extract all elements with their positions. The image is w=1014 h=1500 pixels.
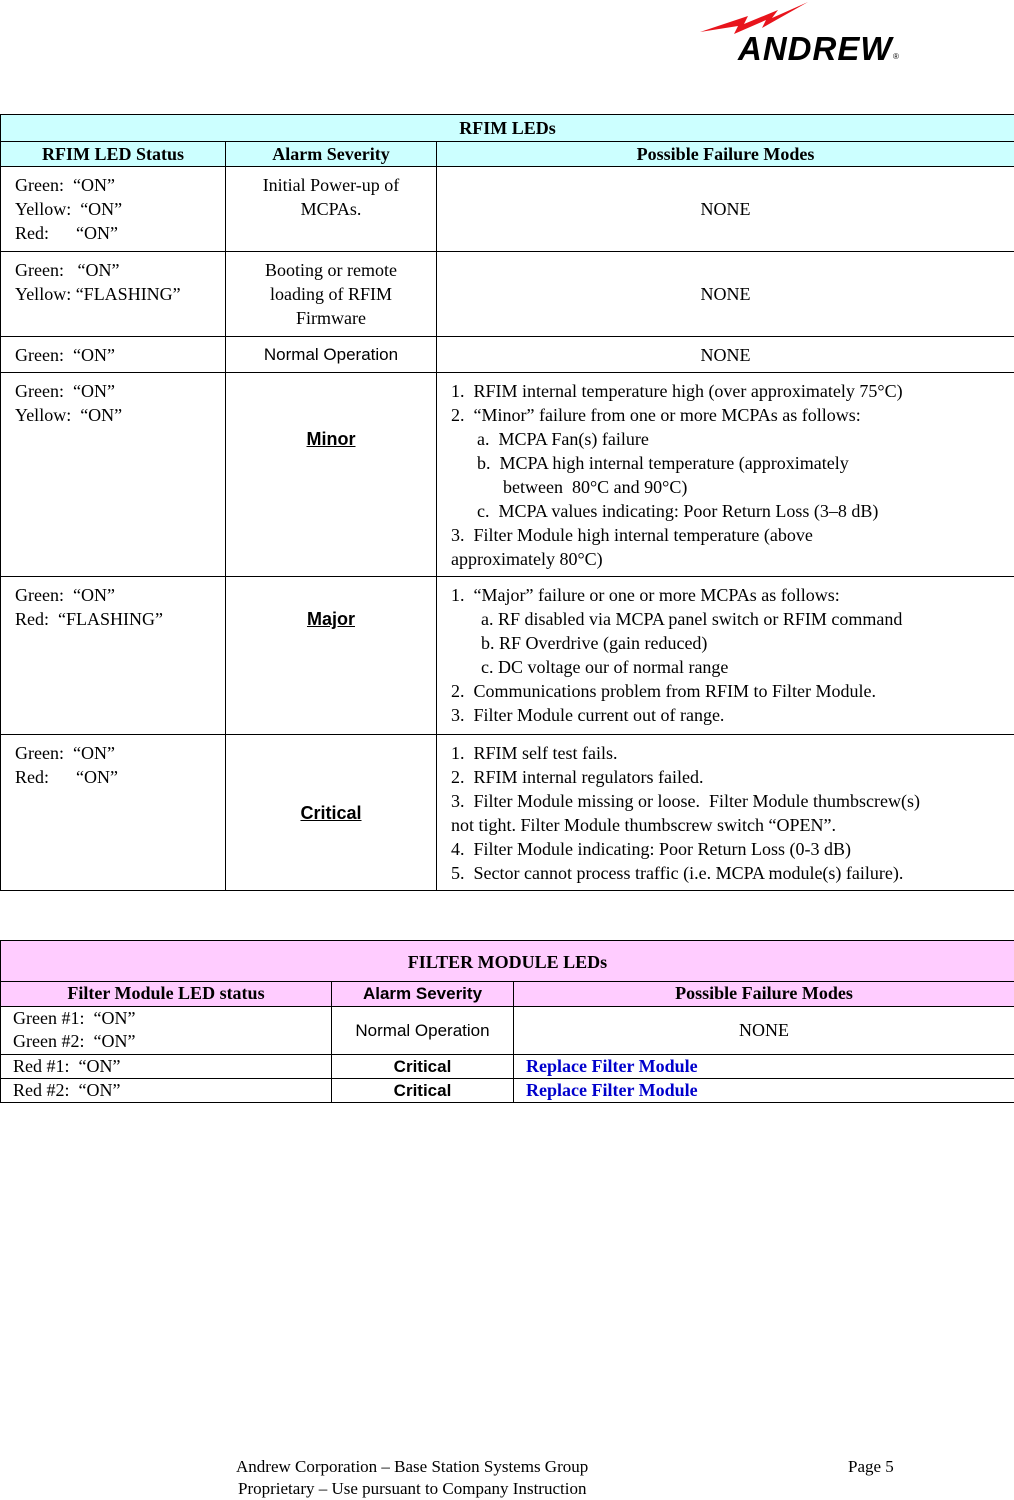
failure-mode-line: 1. RFIM self test fails. (451, 741, 1008, 765)
failure-mode-line: a. MCPA Fan(s) failure (451, 427, 1000, 451)
table-row (1, 373, 1014, 577)
page-number: Page 5 (848, 1456, 894, 1478)
severity-critical: Critical (226, 735, 437, 891)
failure-modes-cell: NONE (437, 167, 1014, 252)
rfim-table-title: RFIM LEDs (1, 115, 1014, 142)
led-status-line: Red: “ON” (15, 765, 211, 789)
led-status-line: Green: “ON” (15, 343, 211, 367)
alarm-severity-cell: Critical (332, 1055, 514, 1079)
led-status-line: Yellow: “ON” (15, 197, 211, 221)
failure-modes-cell: NONE (437, 252, 1014, 337)
severity-line: loading of RFIM (230, 282, 432, 306)
rfim-leds-table (0, 114, 1014, 891)
led-status-cell (1, 577, 226, 735)
filter-header-modes: Possible Failure Modes (514, 982, 1014, 1007)
failure-mode-line: b. RF Overdrive (gain reduced) (451, 631, 1000, 655)
filter-table-header-row (1, 982, 1014, 1007)
led-status-line: Green #2: “ON” (13, 1030, 317, 1053)
led-status-line: Green: “ON” (15, 379, 211, 403)
filter-module-leds-table (0, 940, 1014, 1103)
led-status-cell (1, 337, 226, 373)
rfim-table-title-row (1, 115, 1014, 142)
filter-table-title: FILTER MODULE LEDs (1, 941, 1014, 982)
led-status-cell (1, 1079, 332, 1103)
led-status-line: Red #1: “ON” (13, 1055, 317, 1078)
replace-filter-module-link[interactable]: Replace Filter Module (514, 1079, 1014, 1103)
led-status-line: Green: “ON” (15, 741, 211, 765)
failure-mode-line: c. DC voltage our of normal range (451, 655, 1000, 679)
led-status-cell (1, 252, 226, 337)
rfim-header-severity: Alarm Severity (226, 142, 437, 167)
footer-company: Andrew Corporation – Base Station Systems Group (236, 1456, 588, 1478)
led-status-line: Green #1: “ON” (13, 1007, 317, 1030)
severity-minor: Minor (226, 373, 437, 577)
table-row (1, 577, 1014, 735)
failure-mode-line: 1. RFIM internal temperature high (over approximately 75°C) (451, 379, 1000, 403)
led-status-line: Yellow: “FLASHING” (15, 282, 211, 306)
failure-mode-line: a. RF disabled via MCPA panel switch or RFIM command (451, 607, 1000, 631)
led-status-cell (1, 735, 226, 891)
table-row (1, 167, 1014, 252)
table-row (1, 337, 1014, 373)
logo-wordmark: ANDREW (738, 32, 892, 65)
led-status-line: Yellow: “ON” (15, 403, 211, 427)
failure-mode-line: 1. “Major” failure or one or more MCPAs as follows: (451, 583, 1000, 607)
filter-header-severity: Alarm Severity (332, 982, 514, 1007)
failure-mode-line: approximately 80°C) (451, 547, 1000, 571)
footer-proprietary: Proprietary – Use pursuant to Company Instruction (238, 1478, 586, 1500)
led-status-line: Red #2: “ON” (13, 1079, 317, 1102)
alarm-severity-cell (226, 167, 437, 252)
rfim-header-status: RFIM LED Status (1, 142, 226, 167)
alarm-severity-cell (226, 252, 437, 337)
rfim-table-header-row (1, 142, 1014, 167)
failure-mode-line: b. MCPA high internal temperature (approximately (451, 451, 1000, 475)
table-row (1, 1007, 1014, 1055)
failure-mode-line: not tight. Filter Module thumbscrew switch “OPEN”. (451, 813, 1008, 837)
failure-mode-line: c. MCPA values indicating: Poor Return Loss (3–8 dB) (451, 499, 1000, 523)
failure-mode-line: 3. Filter Module high internal temperature (above (451, 523, 1000, 547)
severity-line: MCPAs. (240, 197, 422, 221)
led-status-line: Red: “ON” (15, 221, 211, 245)
alarm-severity-cell: Critical (332, 1079, 514, 1103)
alarm-severity-cell: Normal Operation (332, 1007, 514, 1055)
andrew-logo (700, 2, 905, 66)
failure-modes-cell: NONE (514, 1007, 1014, 1055)
led-status-line: Green: “ON” (15, 173, 211, 197)
logo-trademark: ® (893, 52, 899, 61)
failure-modes-cell (437, 577, 1014, 735)
failure-mode-line: 2. Communications problem from RFIM to Filter Module. (451, 679, 1000, 703)
led-status-cell (1, 167, 226, 252)
led-status-cell (1, 1007, 332, 1055)
led-status-cell (1, 373, 226, 577)
failure-mode-line: 2. RFIM internal regulators failed. (451, 765, 1008, 789)
failure-modes-cell (437, 735, 1014, 891)
table-row (1, 735, 1014, 891)
failure-mode-line: 3. Filter Module current out of range. (451, 703, 1000, 727)
led-status-line: Green: “ON” (15, 258, 211, 282)
rfim-header-modes: Possible Failure Modes (437, 142, 1014, 167)
led-status-line: Green: “ON” (15, 583, 211, 607)
alarm-severity-cell: Normal Operation (226, 337, 437, 373)
failure-mode-line: 2. “Minor” failure from one or more MCPAs as follows: (451, 403, 1000, 427)
table-row (1, 1055, 1014, 1079)
failure-mode-line: 5. Sector cannot process traffic (i.e. MCPA module(s) failure). (451, 861, 1008, 885)
replace-filter-module-link[interactable]: Replace Filter Module (514, 1055, 1014, 1079)
failure-mode-line: 3. Filter Module missing or loose. Filter Module thumbscrew(s) (451, 789, 1008, 813)
severity-line: Initial Power-up of (240, 173, 422, 197)
led-status-line: Red: “FLASHING” (15, 607, 211, 631)
led-status-cell (1, 1055, 332, 1079)
severity-line: Booting or remote (230, 258, 432, 282)
filter-header-status: Filter Module LED status (1, 982, 332, 1007)
failure-mode-line: between 80°C and 90°C) (451, 475, 1000, 499)
failure-mode-line: 4. Filter Module indicating: Poor Return Loss (0-3 dB) (451, 837, 1008, 861)
severity-line: Firmware (230, 306, 432, 330)
table-row (1, 252, 1014, 337)
severity-major: Major (226, 577, 437, 735)
failure-modes-cell (437, 373, 1014, 577)
failure-modes-cell: NONE (437, 337, 1014, 373)
filter-table-title-row (1, 941, 1014, 982)
table-row (1, 1079, 1014, 1103)
